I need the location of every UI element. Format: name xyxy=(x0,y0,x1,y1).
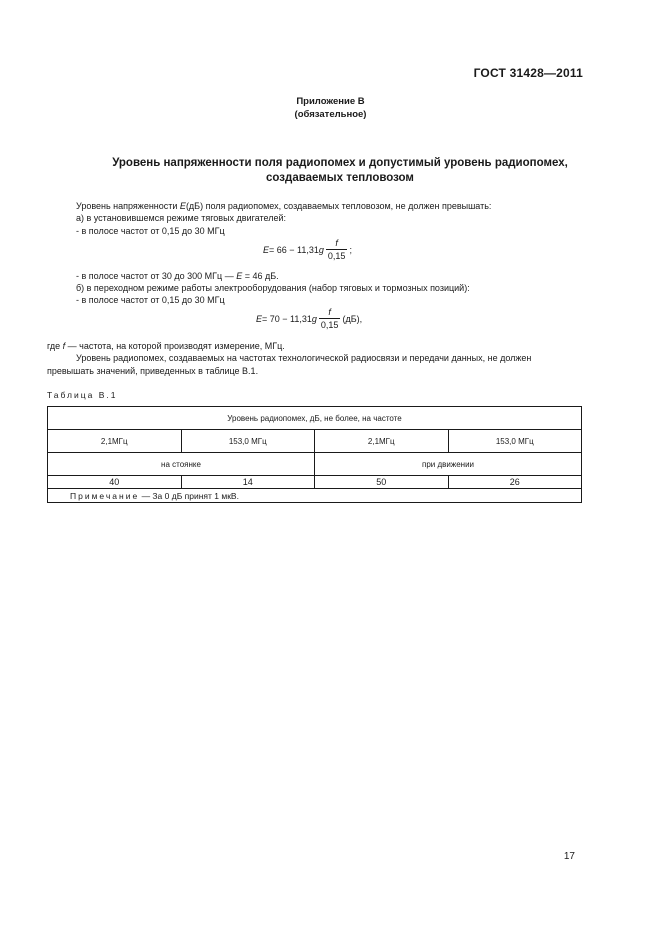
note-text: — За 0 дБ принят 1 мкВ. xyxy=(139,490,239,501)
mode-cell-moving: при движении xyxy=(315,453,582,476)
where-text-start: где xyxy=(47,341,63,351)
formula-2-fraction xyxy=(319,307,341,330)
mode-cell-stationary: на стоянке xyxy=(48,453,315,476)
table-header-cell: Уровень радиопомех, дБ, не более, на частоте xyxy=(48,407,582,430)
formula-1-denominator: 0,15 xyxy=(327,251,346,261)
frequency-band-1: - в полосе частот от 0,15 до 30 МГц xyxy=(76,226,225,236)
item-a: а) в установившемся режиме тяговых двигателей: xyxy=(76,213,287,223)
formula-2 xyxy=(256,307,362,330)
formula-2-denominator: 0,15 xyxy=(320,320,339,330)
formula-2-numerator: f xyxy=(328,307,331,317)
intro-paragraph xyxy=(76,201,491,211)
value-cell: 14 xyxy=(181,476,315,489)
formula-1-tail: ; xyxy=(349,244,352,255)
formula-1-fraction xyxy=(326,238,348,261)
appendix-type: (обязательное) xyxy=(294,109,367,120)
values-row xyxy=(48,476,582,489)
frequency-cell: 2,1МГц xyxy=(48,430,182,453)
intro-text-end: (дБ) поля радиопомех, создаваемых тепловозом, не должен превышать: xyxy=(185,201,492,211)
frequency-band-3: - в полосе частот от 0,15 до 30 МГц xyxy=(76,295,225,305)
formula-2-tail: (дБ), xyxy=(342,313,363,324)
note-row xyxy=(48,489,582,503)
title-line-1: Уровень напряженности поля радиопомех и допустимый уровень радиопомех, xyxy=(112,157,568,169)
mode-row xyxy=(48,453,582,476)
formula-1-expr: = 66 − 11,31 xyxy=(269,244,319,255)
intro-text-start: Уровень напряженности xyxy=(76,201,180,211)
page-number: 17 xyxy=(563,851,575,862)
where-text-end: — частота, на которой производят измерение, МГц. xyxy=(65,341,285,351)
table-note xyxy=(48,489,582,503)
band-2-text-start: - в полосе частот от 30 до 300 МГц — xyxy=(76,271,237,281)
appendix-label: Приложение В xyxy=(296,96,365,107)
formula-1 xyxy=(263,238,352,261)
formula-1-var: E xyxy=(263,244,270,255)
note-label: Примечание xyxy=(70,490,140,501)
formula-1-numerator: f xyxy=(335,238,338,248)
title-line-2: создаваемых тепловозом xyxy=(266,172,414,184)
document-header: ГОСТ 31428—2011 xyxy=(473,66,583,80)
where-definition xyxy=(47,341,285,351)
frequency-row xyxy=(48,430,582,453)
frequency-band-2 xyxy=(76,271,279,281)
table-caption: Таблица В.1 xyxy=(47,390,118,400)
intro-variable: E xyxy=(179,201,186,211)
paragraph-line-2: превышать значений, приведенных в таблице В.1. xyxy=(47,366,259,376)
formula-2-var: E xyxy=(256,313,263,324)
item-b: б) в переходном режиме работы электрооборудования (набор тяговых и тормозных позиций): xyxy=(76,283,470,293)
formula-2-log: g xyxy=(311,313,317,324)
formula-1-log: g xyxy=(318,244,324,255)
table-header-row xyxy=(48,407,582,430)
frequency-cell: 153,0 МГц xyxy=(181,430,315,453)
paragraph-line-1: Уровень радиопомех, создаваемых на частотах технологической радиосвязи и передачи данных, не должен xyxy=(76,353,532,363)
formula-2-expr: = 70 − 11,31 xyxy=(262,313,312,324)
frequency-cell: 2,1МГц xyxy=(315,430,449,453)
section-title xyxy=(60,156,620,186)
band-2-text-end: = 46 дБ. xyxy=(242,271,279,281)
value-cell: 40 xyxy=(48,476,182,489)
value-cell: 26 xyxy=(448,476,582,489)
where-variable: f xyxy=(62,341,66,351)
data-table xyxy=(47,406,582,503)
frequency-cell: 153,0 МГц xyxy=(448,430,582,453)
band-2-variable: E xyxy=(236,271,243,281)
value-cell: 50 xyxy=(315,476,449,489)
